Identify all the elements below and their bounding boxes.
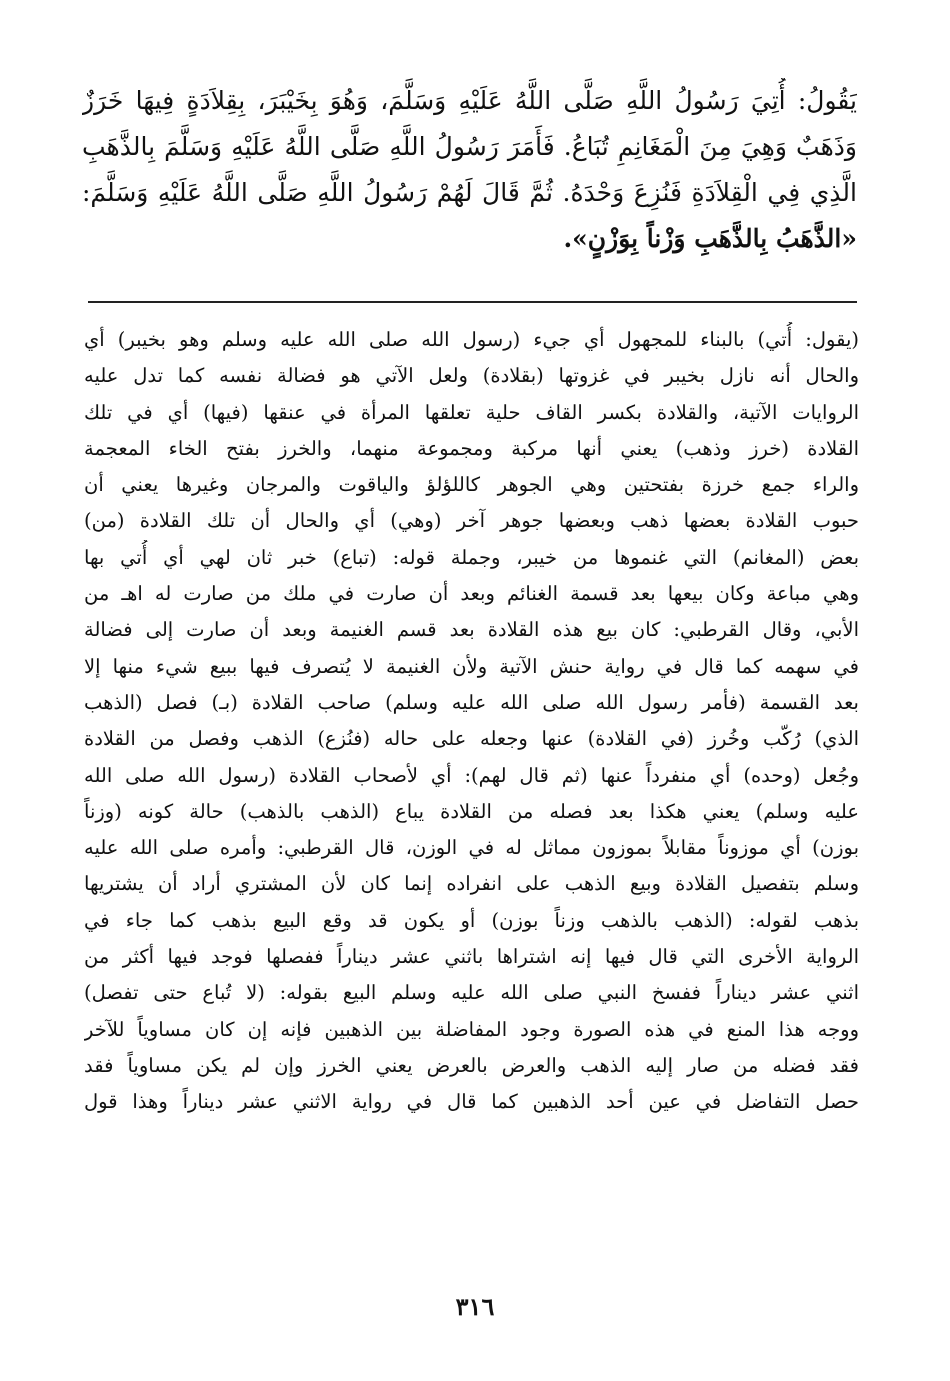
commentary-line: وجُعل (وحده) أي منفرداً عنها (ثم قال لهم): أي لأصحاب القلادة (رسول الله صلى الله [84,763,859,787]
commentary-line: الأبي، وقال القرطبي: كان بيع هذه القلادة بعد قسم الغنيمة وبعد أن صارت إلى فضالة [84,618,859,642]
commentary-line: الذي) رُكّب وخُرز (في القلادة) عنها وجعله على حاله (فنُزع) الذهب وفصل من القلادة [84,727,859,751]
commentary-line: فقد فضله من صار إليه الذهب والعرض بالعرض يعني الخرز وإن لم يكن مساوياً فقد [84,1053,859,1077]
commentary-text [84,322,859,1121]
commentary-line: والحال أنه نازل بخيبر في غزوتها (بقلادة) ولعل الآتي هو فضالة نفسه كما تدل عليه [84,364,859,388]
commentary-line: القلادة (خرز وذهب) يعني أنها مركبة ومجموعة منهما، والخرز بفتح الخاء المعجمة [84,436,859,460]
hadith-line: وَذَهَبٌ وَهِيَ مِنَ الْمَغَانِمِ تُبَاعُ. فَأَمَرَ رَسُولُ اللَّهِ صَلَّى اللَّهُ عَلَيْهِ وَسَلَّمَ بِالذَّهَبِ [82,132,857,161]
commentary-line: ووجه هذا المنع في هذه الصورة وجود المفاضلة بين الذهبين فإنه إن كان مساوياً للآخر [84,1017,859,1041]
commentary-line: بعد القسمة (فأمر رسول الله صلى الله عليه وسلم) صاحب القلادة (بـ) فصل (الذهب [84,690,859,714]
commentary-line: وهي مباعة وكان بيعها بعد قسمة الغنائم وبعد أن صارت في ملك من صارت له اهـ من [84,582,859,606]
section-divider [88,301,857,303]
commentary-line: والراء جمع خرزة بفتحتين وهي الجوهر كاللؤلؤ والياقوت والمرجان وغيرها يعني أن [84,473,859,497]
hadith-line: «الذَّهَبُ بِالذَّهَبِ وَزْناً بِوَزْنٍ». [563,224,857,253]
commentary-line: اثني عشر ديناراً ففسخ النبي صلى الله عليه وسلم البيع بقوله: (لا تُباع حتى تفصل) [84,981,859,1005]
hadith-text [82,78,857,262]
hadith-line: يَقُولُ: أُتِيَ رَسُولُ اللَّهِ صَلَّى اللَّهُ عَلَيْهِ وَسَلَّمَ، وَهُوَ بِخَيْبَرَ، بِقِلاَدَةٍ فِيهَا خَرَزٌ [82,86,857,115]
commentary-line: بعض (المغانم) التي غنموها من خيبر، وجملة قوله: (تباع) خبر ثان لهي أي أُتي بها [84,545,859,569]
commentary-line: عليه وسلم) يعني هكذا بعد فصله من القلادة يباع (الذهب بالذهب) حالة كونه (وزناً [84,799,859,823]
commentary-line: (يقول: أُتي) بالبناء للمجهول أي جيء (رسول الله صلى الله عليه وسلم وهو بخيبر) أي [84,328,859,351]
commentary-line: في سهمه كما قال في رواية حنش الآتية ولأن الغنيمة لا يُتصرف فيها ببيع شيء منها إلا [84,654,859,678]
commentary-line: وسلم بتفصيل القلادة وبيع الذهب على انفراده إنما كان لأن المشتري أراد أن يشتريها [84,872,859,896]
commentary-line: حصل التفاضل في عين أحد الذهبين كما قال في رواية الاثني عشر ديناراً وهذا قول [84,1090,859,1114]
page-number: ٣١٦ [455,1292,495,1321]
commentary-line: الروايات الآتية، والقلادة بكسر القاف حلية تعلقها المرأة في عنقها (فيها) أي في تلك [84,400,859,424]
commentary-line: حبوب القلادة بعضها ذهب وبعضها جوهر آخر (وهي) أي والحال أن تلك القلادة (من) [84,509,859,533]
commentary-line: بذهب لقوله: (الذهب بالذهب وزناً بوزن) أو يكون قد وقع البيع بذهب كما جاء في [84,908,859,932]
hadith-line: الَّذِي فِي الْقِلاَدَةِ فَنُزِعَ وَحْدَهُ. ثُمَّ قَالَ لَهُمْ رَسُولُ اللَّهِ صَلَّى اللَّهُ عَلَيْهِ وَسَلَّمَ: [82,178,857,207]
commentary-line: بوزن) أي موزوناً مقابلاً بموزون مماثل له في الوزن، قال القرطبي: وأمره صلى الله عليه [84,836,859,860]
commentary-line: الرواية الأخرى التي قال فيها إنه اشتراها باثني عشر ديناراً ففصلها فوجد فيها أكثر من [84,945,859,969]
